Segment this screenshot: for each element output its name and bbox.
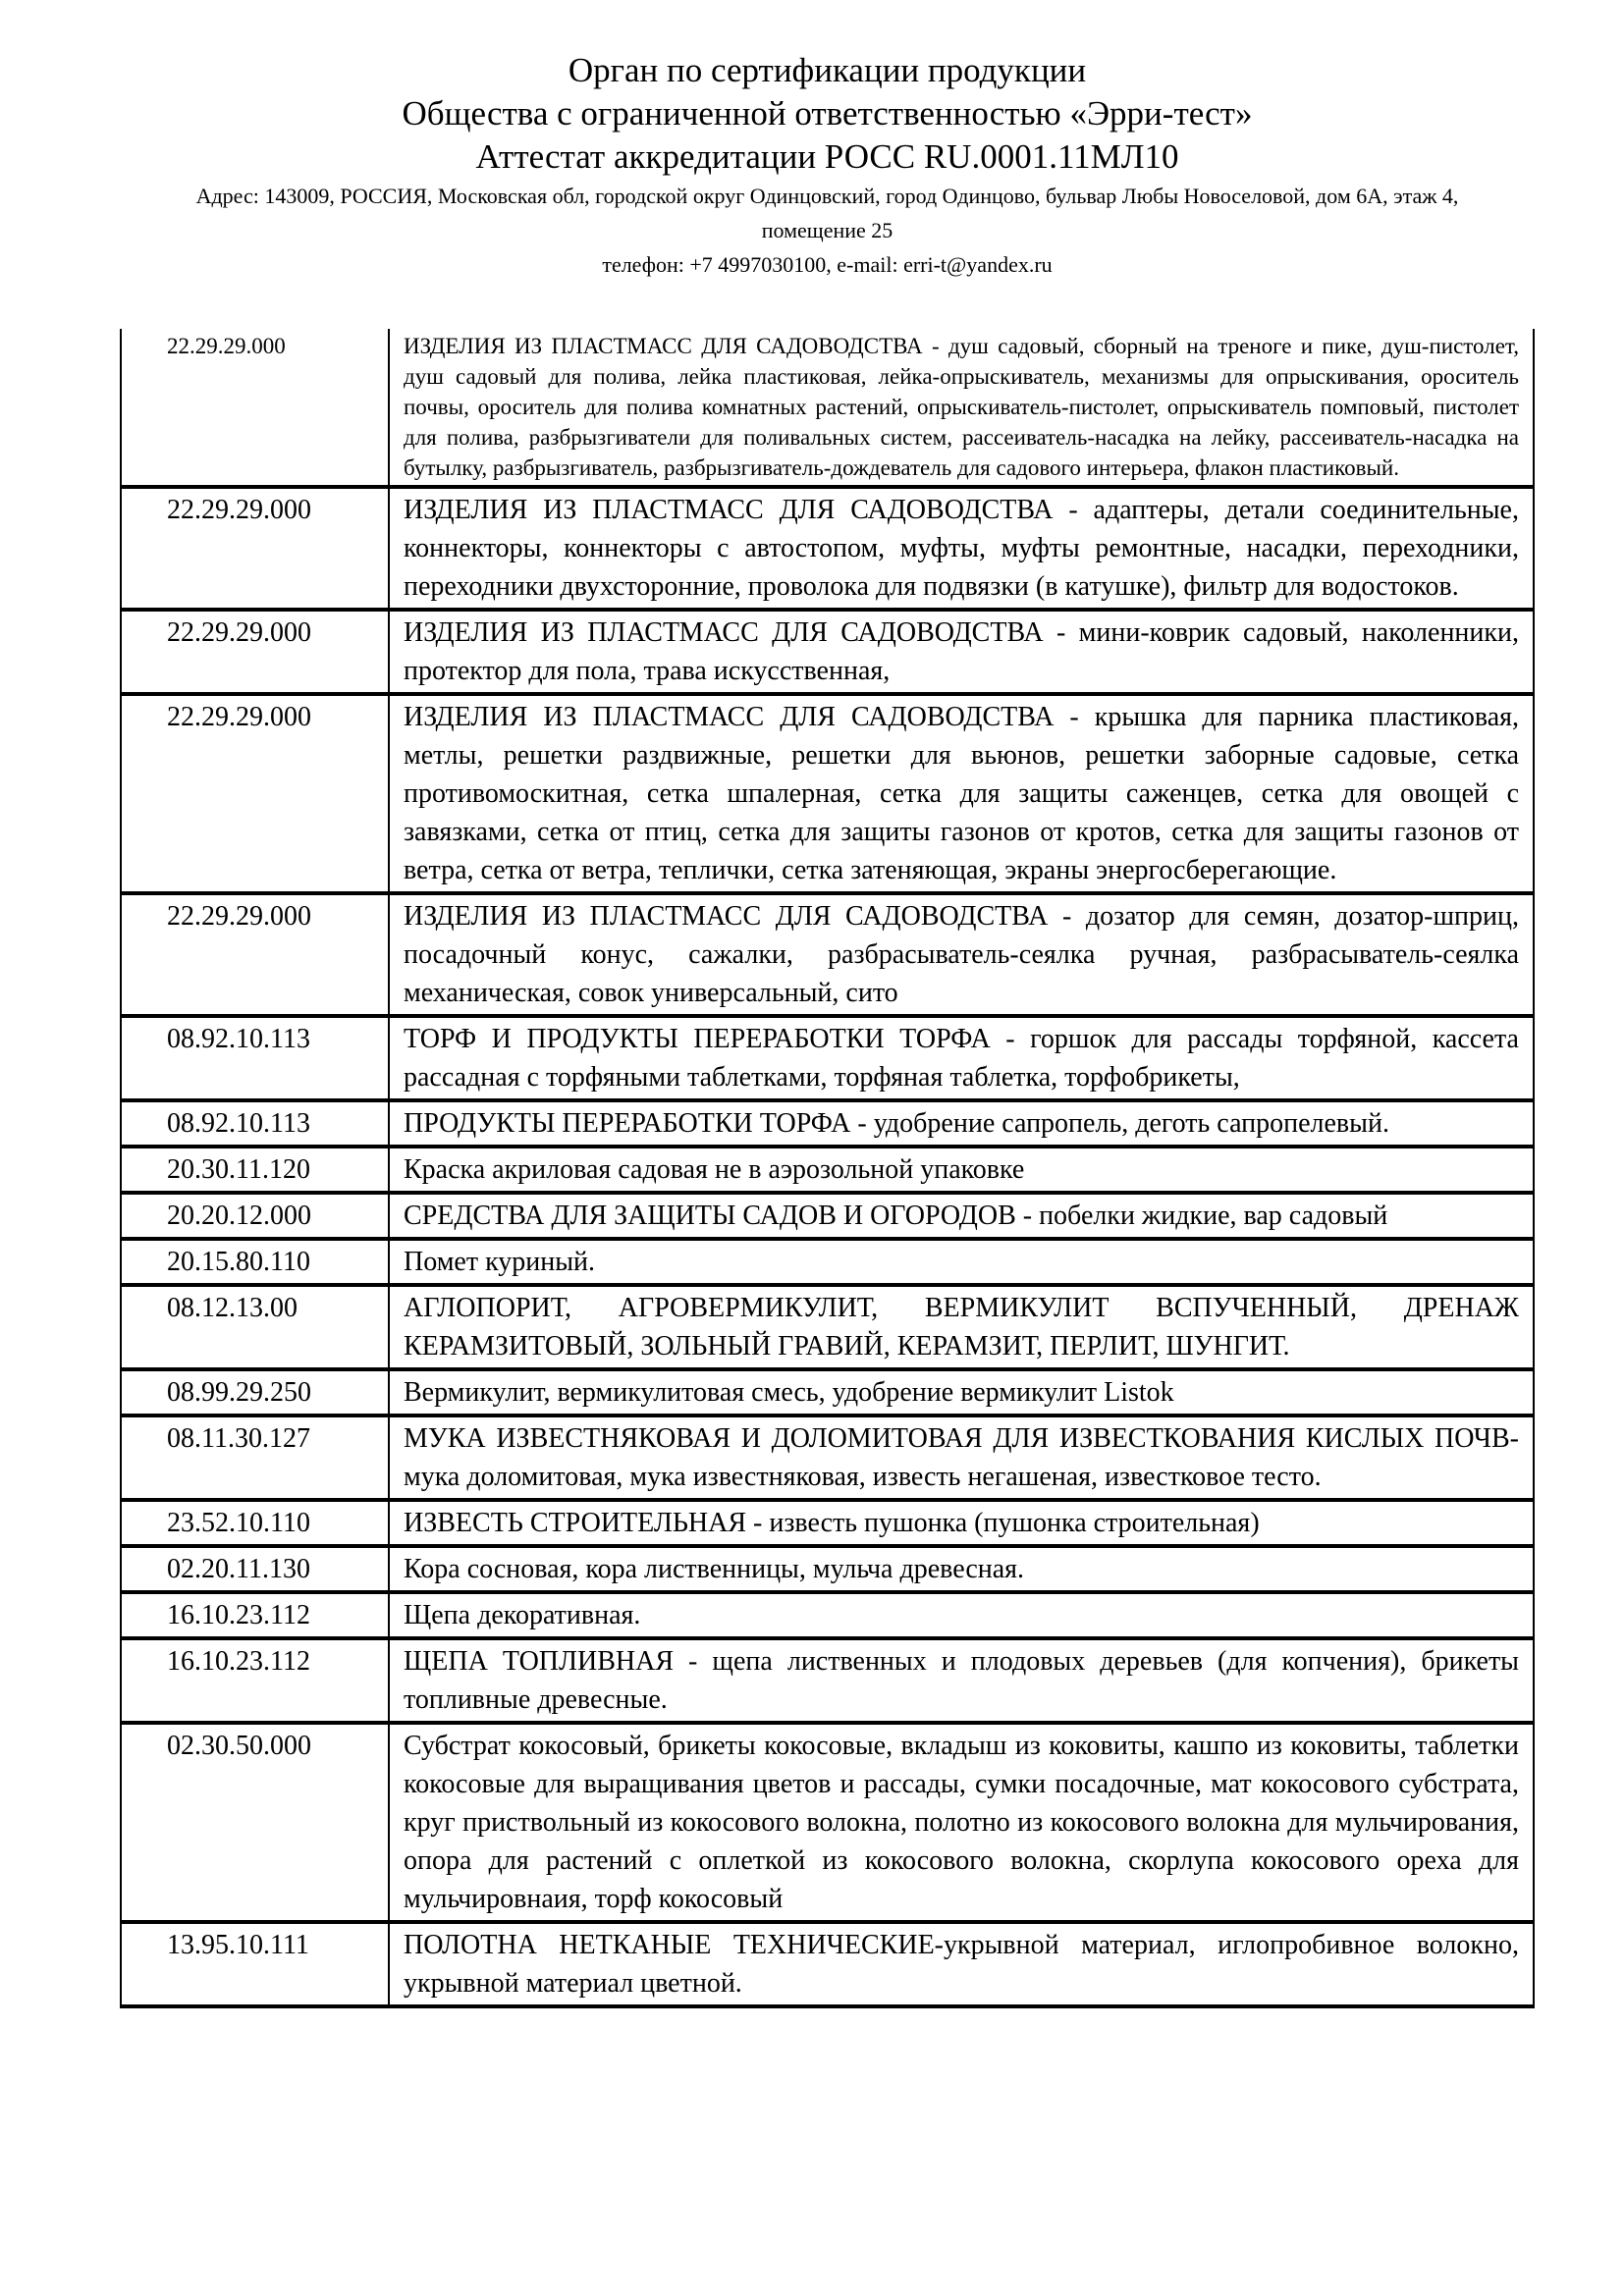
table-row <box>121 893 1534 1016</box>
product-description-cell: ИЗДЕЛИЯ ИЗ ПЛАСТМАСС ДЛЯ САДОВОДСТВА - адаптеры, детали соединительные, коннекторы, коннекторы с автостопом, муфты, муфты ремонтные, насадки, переходники, переходники двухсторонние, проволока для подвязки (в катушке), фильтр для водостоков. <box>389 487 1534 610</box>
product-code-cell: 20.30.11.120 <box>121 1147 389 1193</box>
table-row <box>121 1016 1534 1100</box>
table-row <box>121 1723 1534 1922</box>
table-row <box>121 1285 1534 1369</box>
product-code-cell: 08.99.29.250 <box>121 1369 389 1415</box>
product-code-cell: 22.29.29.000 <box>121 694 389 893</box>
address-line-2: помещение 25 <box>761 218 893 242</box>
product-code-cell: 02.30.50.000 <box>121 1723 389 1922</box>
accreditation-number: Аттестат аккредитации РОСС RU.0001.11МЛ10 <box>475 137 1179 176</box>
table-row <box>121 694 1534 893</box>
organization-name: Общества с ограниченной ответственностью «Эрри-тест» <box>402 94 1253 133</box>
product-description-cell: ИЗДЕЛИЯ ИЗ ПЛАСТМАСС ДЛЯ САДОВОДСТВА - душ садовый, сборный на треноге и пике, душ-пистолет, душ садовый для полива, лейка пластиковая, лейка-опрыскиватель, механизмы для опрыскивания, ороситель почвы, ороситель для полива комнатных растений, опрыскиватель-пистолет, опрыскиватель помповый, пистолет для полива, разбрызгиватели для поливальных систем, рассеиватель-насадка на лейку, рассеиватель-насадка на бутылку, разбрызгиватель, разбрызгиватель-дождеватель для садового интерьера, флакон пластиковый. <box>389 329 1534 487</box>
product-code-cell: 02.20.11.130 <box>121 1546 389 1592</box>
table-row <box>121 1193 1534 1239</box>
product-code-cell: 20.15.80.110 <box>121 1239 389 1285</box>
contact-line: телефон: +7 4997030100, e-mail: erri-t@yandex.ru <box>602 252 1053 277</box>
product-code-cell: 16.10.23.112 <box>121 1592 389 1638</box>
table-row <box>121 1592 1534 1638</box>
product-description-cell: Помет куриный. <box>389 1239 1534 1285</box>
product-description-cell: Субстрат кокосовый, брикеты кокосовые, вкладыш из коковиты, кашпо из коковиты, таблетки кокосовые для выращивания цветов и рассады, сумки посадочные, мат кокосового субстрата, круг приствольный из кокосового волокна, полотно из кокосового волокна для мульчирования, опора для растений с оплеткой из кокосового волокна, скорлупа кокосового ореха для мульчировнаия, торф кокосовый <box>389 1723 1534 1922</box>
product-description-cell: ПОЛОТНА НЕТКАНЫЕ ТЕХНИЧЕСКИЕ-укрывной материал, иглопробивное волокно, укрывной материал цветной. <box>389 1922 1534 2006</box>
table-row <box>121 1100 1534 1147</box>
product-table-body <box>121 329 1534 2006</box>
product-code-cell: 22.29.29.000 <box>121 893 389 1016</box>
product-description-cell: ТОРФ И ПРОДУКТЫ ПЕРЕРАБОТКИ ТОРФА - горшок для рассады торфяной, кассета рассадная с торфяными таблетками, торфяная таблетка, торфобрикеты, <box>389 1016 1534 1100</box>
product-description-cell: Вермикулит, вермикулитовая смесь, удобрение вермикулит Listok <box>389 1369 1534 1415</box>
product-code-cell: 23.52.10.110 <box>121 1500 389 1546</box>
product-code-cell: 22.29.29.000 <box>121 487 389 610</box>
document-header <box>120 49 1535 282</box>
product-description-cell: Кора сосновая, кора лиственницы, мульча древесная. <box>389 1546 1534 1592</box>
product-description-cell: ПРОДУКТЫ ПЕРЕРАБОТКИ ТОРФА - удобрение сапропель, деготь сапропелевый. <box>389 1100 1534 1147</box>
product-code-cell: 08.11.30.127 <box>121 1415 389 1500</box>
table-row <box>121 1147 1534 1193</box>
table-row <box>121 329 1534 487</box>
product-code-cell: 22.29.29.000 <box>121 329 389 487</box>
product-description-cell: ЩЕПА ТОПЛИВНАЯ - щепа лиственных и плодовых деревьев (для копчения), брикеты топливные древесные. <box>389 1638 1534 1723</box>
product-description-cell: ИЗДЕЛИЯ ИЗ ПЛАСТМАСС ДЛЯ САДОВОДСТВА - мини-коврик садовый, наколенники, протектор для пола, трава искусственная, <box>389 610 1534 694</box>
table-row <box>121 1369 1534 1415</box>
product-code-cell: 08.92.10.113 <box>121 1016 389 1100</box>
address-line-1: Адрес: 143009, РОССИЯ, Московская обл, городской округ Одинцовский, город Одинцово, бульвар Любы Новоселовой, дом 6А, этаж 4, <box>195 184 1459 208</box>
product-code-cell: 08.12.13.00 <box>121 1285 389 1369</box>
product-description-cell: Краска акриловая садовая не в аэрозольной упаковке <box>389 1147 1534 1193</box>
product-description-cell: Щепа декоративная. <box>389 1592 1534 1638</box>
product-code-cell: 08.92.10.113 <box>121 1100 389 1147</box>
table-row <box>121 1415 1534 1500</box>
product-code-cell: 20.20.12.000 <box>121 1193 389 1239</box>
product-description-cell: АГЛОПОРИТ, АГРОВЕРМИКУЛИТ, ВЕРМИКУЛИТ ВСПУЧЕННЫЙ, ДРЕНАЖ КЕРАМЗИТОВЫЙ, ЗОЛЬНЫЙ ГРАВИЙ, КЕРАМЗИТ, ПЕРЛИТ, ШУНГИТ. <box>389 1285 1534 1369</box>
table-row <box>121 487 1534 610</box>
product-code-cell: 13.95.10.111 <box>121 1922 389 2006</box>
product-description-cell: СРЕДСТВА ДЛЯ ЗАЩИТЫ САДОВ И ОГОРОДОВ - побелки жидкие, вар садовый <box>389 1193 1534 1239</box>
product-description-cell: ИЗДЕЛИЯ ИЗ ПЛАСТМАСС ДЛЯ САДОВОДСТВА - дозатор для семян, дозатор-шприц, посадочный конус, сажалки, разбрасыватель-сеялка ручная, разбрасыватель-сеялка механическая, совок универсальный, сито <box>389 893 1534 1016</box>
product-codes-table <box>120 329 1535 2008</box>
table-row <box>121 1638 1534 1723</box>
table-row <box>121 1922 1534 2006</box>
product-description-cell: ИЗВЕСТЬ СТРОИТЕЛЬНАЯ - известь пушонка (пушонка строительная) <box>389 1500 1534 1546</box>
table-row <box>121 1546 1534 1592</box>
product-description-cell: ИЗДЕЛИЯ ИЗ ПЛАСТМАСС ДЛЯ САДОВОДСТВА - крышка для парника пластиковая, метлы, решетки раздвижные, решетки для вьюнов, решетки заборные садовые, сетка противомоскитная, сетка шпалерная, сетка для защиты саженцев, сетка для овощей с завязками, сетка от птиц, сетка для защиты газонов от кротов, сетка для защиты газонов от ветра, сетка от ветра, теплички, сетка затеняющая, экраны энергосберегающие. <box>389 694 1534 893</box>
table-row <box>121 1239 1534 1285</box>
product-code-cell: 16.10.23.112 <box>121 1638 389 1723</box>
certification-body-title: Орган по сертификации продукции <box>568 51 1087 89</box>
product-description-cell: МУКА ИЗВЕСТНЯКОВАЯ И ДОЛОМИТОВАЯ ДЛЯ ИЗВЕСТКОВАНИЯ КИСЛЫХ ПОЧВ-мука доломитовая, мука известняковая, известь негашеная, известковое тесто. <box>389 1415 1534 1500</box>
product-code-cell: 22.29.29.000 <box>121 610 389 694</box>
table-row <box>121 1500 1534 1546</box>
table-row <box>121 610 1534 694</box>
